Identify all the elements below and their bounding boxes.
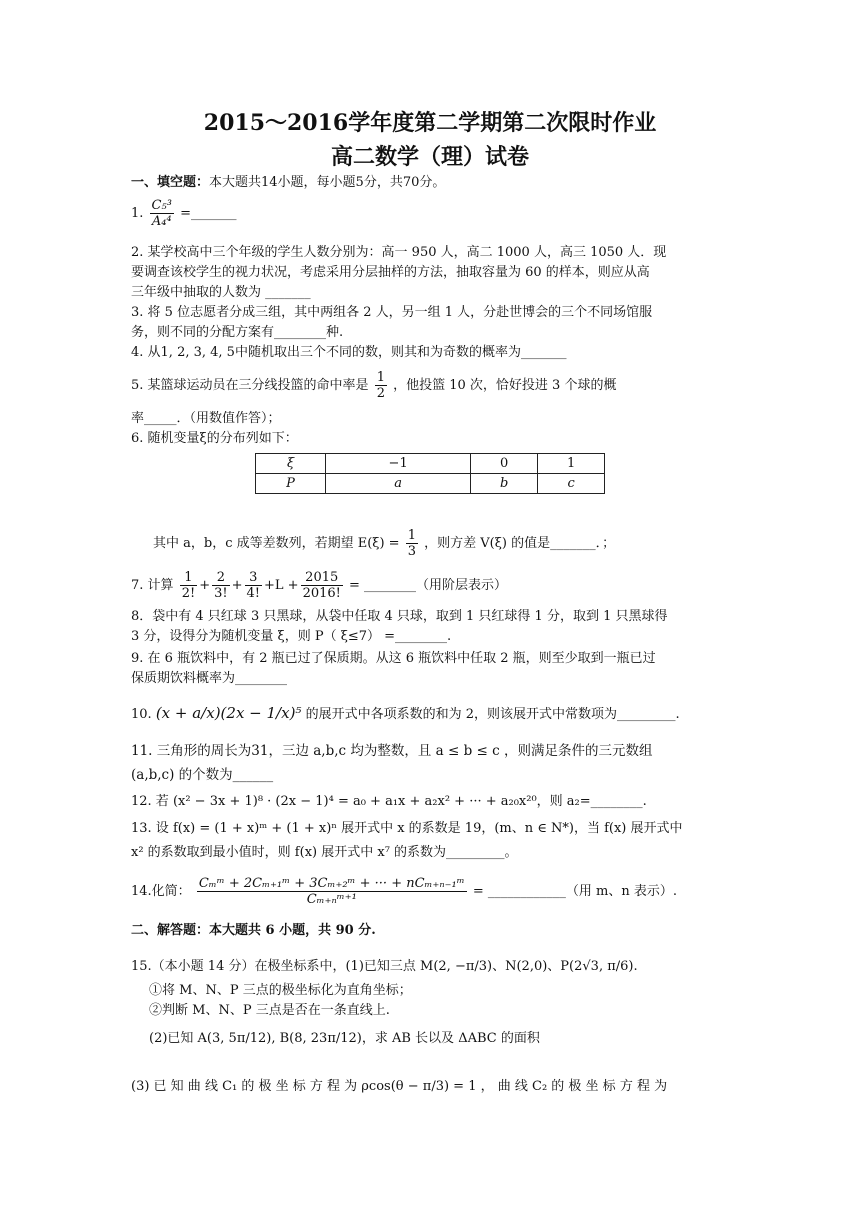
q5-text-a: 5. 某篮球运动员在三分线投篮的命中率是 xyxy=(131,378,369,393)
q5-denominator: 2 xyxy=(376,386,385,401)
q1-answer-blank: =_______ xyxy=(180,206,237,221)
q7-last-numerator: 2015 xyxy=(301,570,343,586)
q5-numerator: 1 xyxy=(376,370,385,385)
table-cell: 1 xyxy=(538,454,605,474)
q1-number: 1. xyxy=(131,206,144,221)
q7-dots: +L + xyxy=(264,578,299,593)
exam-title: 2015～2016学年度第二学期第二次限时作业 xyxy=(203,110,657,136)
question-7: 7. 计算 $\frac{1}{2!}$ + $\frac{2}{3!}$ + $\frac{3}{4!}$ +L + $\frac{2015}{2016!}$ = ________（用阶层表示） xyxy=(131,570,508,601)
q5-line2: 率_____．（用数值作答）； xyxy=(131,411,281,426)
q11-line1: 11. 三角形的周长为31，三边 a,b,c 均为整数，且 a ≤ b ≤ c ，则满足条件的三元数组 xyxy=(131,743,653,759)
q2-line2: 要调查该校学生的视力状况，考虑采用分层抽样的方法，抽取容量为 60 的样本，则应从高 xyxy=(131,265,650,280)
q14-denominator: Cₘ₊ₙᵐ⁺¹ xyxy=(306,892,357,907)
section1-intro: 本大题共14小题，每小题5分，共70分。 xyxy=(209,175,446,190)
q6-numerator: 1 xyxy=(407,528,416,543)
table-cell: ξ xyxy=(256,454,326,474)
section1-heading: 一、填空题： xyxy=(131,175,210,190)
q7-term-denominator: 2! xyxy=(181,586,196,601)
q9-line2: 保质期饮料概率为________ xyxy=(131,671,288,686)
table-cell: P xyxy=(256,474,326,494)
q14-fraction xyxy=(197,876,467,907)
q14-prefix: 14.化简： xyxy=(131,884,191,899)
q6-condition-b: ，则方差 V(ξ) 的值是_______．； xyxy=(424,536,616,551)
question-1 xyxy=(131,198,236,229)
question-5 xyxy=(131,370,616,401)
question-14 xyxy=(131,876,677,907)
q7-term-denominator: 3! xyxy=(214,586,228,601)
q7-tail: = ________（用阶层表示） xyxy=(349,578,508,593)
q15-part2: (2)已知 A(3, 5π/12), B(8, 23π/12)，求 AB 长以及 ΔABC 的面积 xyxy=(149,1031,540,1046)
q13-line2: x² 的系数取到最小值时，则 f(x) 展开式中 x⁷ 的系数为_________。 xyxy=(131,845,518,860)
exam-subtitle: 高二数学（理）试卷 xyxy=(330,144,529,170)
section2-heading: 二、解答题：本大题共 6 小题，共 90 分. xyxy=(131,923,376,938)
q14-numerator: Cₘᵐ + 2Cₘ₊₁ᵐ + 3Cₘ₊₂ᵐ + ··· + nCₘ₊ₙ₋₁ᵐ xyxy=(198,876,465,891)
table-cell: 0 xyxy=(471,454,538,474)
q10-tail: 的展开式中各项系数的和为 2，则该展开式中常数项为_________. xyxy=(305,707,680,722)
q5-text-b: ，他投篮 10 次，恰好投进 3 个球的概 xyxy=(393,378,617,393)
q15-part3: (3) 已 知 曲 线 C₁ 的 极 坐 标 方 程 为 ρcos(θ − π/3) = 1 ， 曲 线 C₂ 的 极 坐 标 方 程 为 xyxy=(131,1079,668,1094)
q6-line1: 6. 随机变量ξ的分布列如下： xyxy=(131,431,298,446)
table-row xyxy=(256,454,605,474)
q6-distribution-table xyxy=(255,453,605,494)
q13-line1: 13. 设 f(x) = (1 + x)ᵐ + (1 + x)ⁿ 展开式中 x 的系数是 19，(m、n ∈ N*)，当 f(x) 展开式中 xyxy=(131,821,683,836)
table-row xyxy=(256,474,605,494)
q6-condition-a: 其中 a，b，c 成等差数列，若期望 E(ξ) = xyxy=(153,536,400,551)
q7-last-denominator: 2016! xyxy=(302,586,341,601)
q7-term-numerator: 3 xyxy=(245,570,263,586)
q7-term xyxy=(212,570,230,601)
q1-numerator: C₅³ xyxy=(151,198,172,213)
q7-term xyxy=(180,570,198,601)
q14-tail: = ____________（用 m、n 表示）. xyxy=(472,884,677,899)
q1-denominator: A₄⁴ xyxy=(151,214,172,229)
question-10 xyxy=(131,704,680,724)
table-cell: a xyxy=(326,474,471,494)
q7-term-numerator: 2 xyxy=(212,570,230,586)
q10-number: 10. xyxy=(131,707,152,722)
q9-line1: 9. 在 6 瓶饮料中，有 2 瓶已过了保质期。从这 6 瓶饮料中任取 2 瓶，则至少取到一瓶已过 xyxy=(131,651,656,666)
q10-expression: (x + a/x)(2x − 1/x)⁵ xyxy=(155,704,302,722)
q15-line1: 15.（本小题 14 分）在极坐标系中，(1)已知三点 M(2, −π/3)、N(2,0)、P(2√3, π/6). xyxy=(131,959,638,974)
table-cell: −1 xyxy=(326,454,471,474)
q7-term xyxy=(245,570,263,601)
table-cell: b xyxy=(471,474,538,494)
q12-line1: 12. 若 (x² − 3x + 1)⁸ · (2x − 1)⁴ = a₀ + a₁x + a₂x² + ··· + a₂₀x²⁰，则 a₂=________. xyxy=(131,794,647,809)
q8-line2: 3 分，设得分为随机变量 ξ，则 P（ ξ≤7） =________. xyxy=(131,629,452,644)
q2-line3: 三年级中抽取的人数为 _______ xyxy=(131,285,311,300)
q15-sub2: ②判断 M、N、P 三点是否在一条直线上. xyxy=(149,1003,390,1018)
q5-fraction xyxy=(375,370,387,401)
q1-fraction xyxy=(150,198,174,229)
q6-fraction xyxy=(406,528,418,559)
q4-line1: 4. 从1, 2, 3, 4, 5中随机取出三个不同的数，则其和为奇数的概率为_______ xyxy=(131,345,567,360)
q7-term-denominator: 4! xyxy=(246,586,260,601)
q8-line1: 8．袋中有 4 只红球 3 只黑球，从袋中任取 4 只球，取到 1 只红球得 1 分，取到 1 只黑球得 xyxy=(131,609,668,624)
q2-line1: 2. 某学校高中三个年级的学生人数分别为：高一 950 人，高二 1000 人，高三 1050 人．现 xyxy=(131,245,667,260)
q7-last-term xyxy=(301,570,343,601)
table-cell: c xyxy=(538,474,605,494)
section1-heading-line xyxy=(131,174,445,192)
q7-term-numerator: 1 xyxy=(180,570,198,586)
q15-sub1: ①将 M、N、P 三点的极坐标化为直角坐标； xyxy=(149,983,412,998)
q6-denominator: 3 xyxy=(407,544,416,559)
q3-line1: 3. 将 5 位志愿者分成三组，其中两组各 2 人，另一组 1 人，分赴世博会的三个不同场馆服 xyxy=(131,305,653,320)
q6-condition xyxy=(153,528,615,559)
q11-line2: (a,b,c) 的个数为______ xyxy=(131,767,274,783)
q3-line2: 务，则不同的分配方案有________种. xyxy=(131,325,344,340)
q7-prefix: 7. 计算 xyxy=(131,578,174,593)
